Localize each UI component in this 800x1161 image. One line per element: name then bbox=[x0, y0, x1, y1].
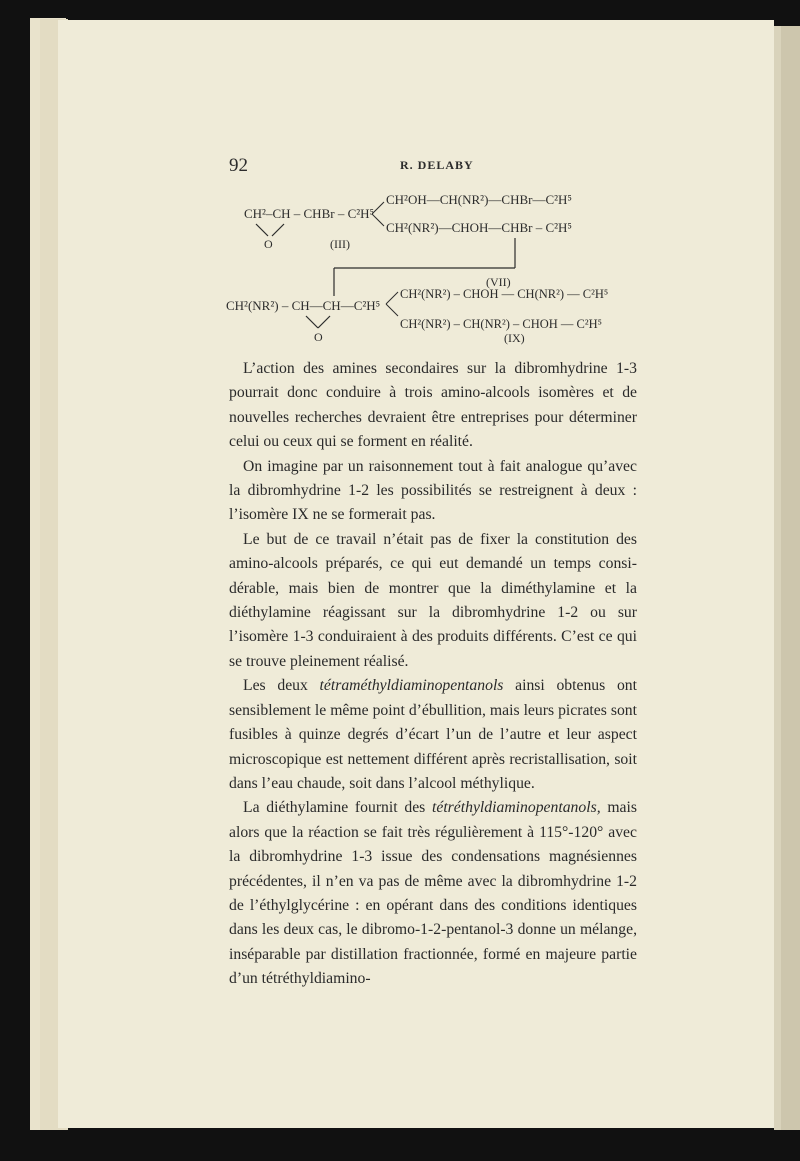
paragraph-5-rest: mais alors que la réaction se fait très régulièrement à 115°-120° avec la dibromhydrine 1-3 issue des condensations magnésiennes précédentes, il n’en va pas de même avec la dibromhydrine 1-2 de l’éthylglycérine : en opérant dans des conditions identiques dans les deux cas, le dibromo-1-2-pentanol-3 donne un mélange, inséparable par distillation fractionnée, formé en majeure partie d’un tétréthyldiamino- bbox=[229, 799, 637, 988]
paragraph-5-italic-term: tétréthyldiaminopentanols, bbox=[432, 799, 601, 817]
paragraph-5 bbox=[229, 796, 637, 991]
page-number: 92 bbox=[229, 155, 248, 176]
epoxide-oxygen-top: O bbox=[264, 237, 273, 251]
running-head-author: R. DELABY bbox=[400, 158, 474, 172]
formula-vii-alt: CH²OH—CH(NR²)—CHBr—C²H⁵ bbox=[386, 192, 572, 207]
epoxide-bond-left bbox=[256, 224, 268, 236]
paragraph-5-start: La diéthylamine fournit des bbox=[243, 799, 432, 817]
epoxide-bond-right bbox=[272, 224, 284, 236]
paragraph-3: Le but de ce travail n’était pas de fixer la constitution des amino-alcools préparés, ce qui eut demandé un temps considérable, mais bien de montrer que la diméthylamine et la diéthylamine réagissant sur la dibromhydrine 1-2 ou sur l’isomère 1-3 conduiraient à des produits différents. C’est ce qui se trouve pleinement réalisé. bbox=[229, 530, 637, 670]
label-iii: (III) bbox=[330, 237, 350, 251]
reaction-scheme bbox=[226, 186, 666, 346]
arrow-down-2 bbox=[386, 304, 398, 316]
running-header bbox=[0, 155, 800, 179]
reaction-scheme-svg bbox=[226, 186, 666, 346]
paragraph-4-rest: ainsi obtenus ont sensiblement le même point d’ébullition, mais leurs picrates sont fusibles à quinze degrés d’écart l’un de l’autre et leur aspect microscopique est nettement différent après recristallisation, soit dans l’eau chaude, soit dans l’alcool méthylique. bbox=[229, 677, 637, 792]
label-ix: (IX) bbox=[504, 331, 525, 345]
body-text bbox=[229, 357, 637, 992]
label-vii: (VII) bbox=[486, 275, 511, 289]
formula-vii: CH²(NR²)—CHOH—CHBr – C²H⁵ bbox=[386, 220, 572, 235]
paragraph-2: On imagine par un raisonnement tout à fait analogue qu’avec la dibromhydrine 1-2 les possibilités se restreignent à deux : l’isomère IX ne se formerait pas. bbox=[229, 457, 637, 524]
paragraph-4-start: Les deux bbox=[243, 677, 320, 695]
formula-iii: CH²–CH – CHBr – C²H⁵ bbox=[244, 206, 375, 221]
paragraph-4-italic-term: tétraméthyldiaminopentanols bbox=[319, 677, 504, 695]
right-page-edge-shadow bbox=[781, 26, 800, 1130]
epoxide2-bond-left bbox=[306, 316, 318, 328]
paragraph-4 bbox=[229, 674, 637, 796]
formula-vii-product: CH²(NR²) – CHOH — CH(NR²) — C²H⁵ bbox=[400, 287, 609, 301]
formula-intermediate: CH²(NR²) – CH—CH—C²H⁵ bbox=[226, 298, 381, 313]
paragraph-1: L’action des amines secondaires sur la dibromhydrine 1-3 pourrait donc conduire à trois amino-alcools isomères et de nouvelles recherches devraient être entreprises pour déterminer celui ou ceux qui se forment en réalité. bbox=[229, 360, 637, 451]
arrow-up-2 bbox=[386, 292, 398, 304]
epoxide2-bond-right bbox=[318, 316, 330, 328]
epoxide-oxygen-bottom: O bbox=[314, 330, 323, 344]
formula-ix: CH²(NR²) – CH(NR²) – CHOH — C²H⁵ bbox=[400, 317, 602, 331]
